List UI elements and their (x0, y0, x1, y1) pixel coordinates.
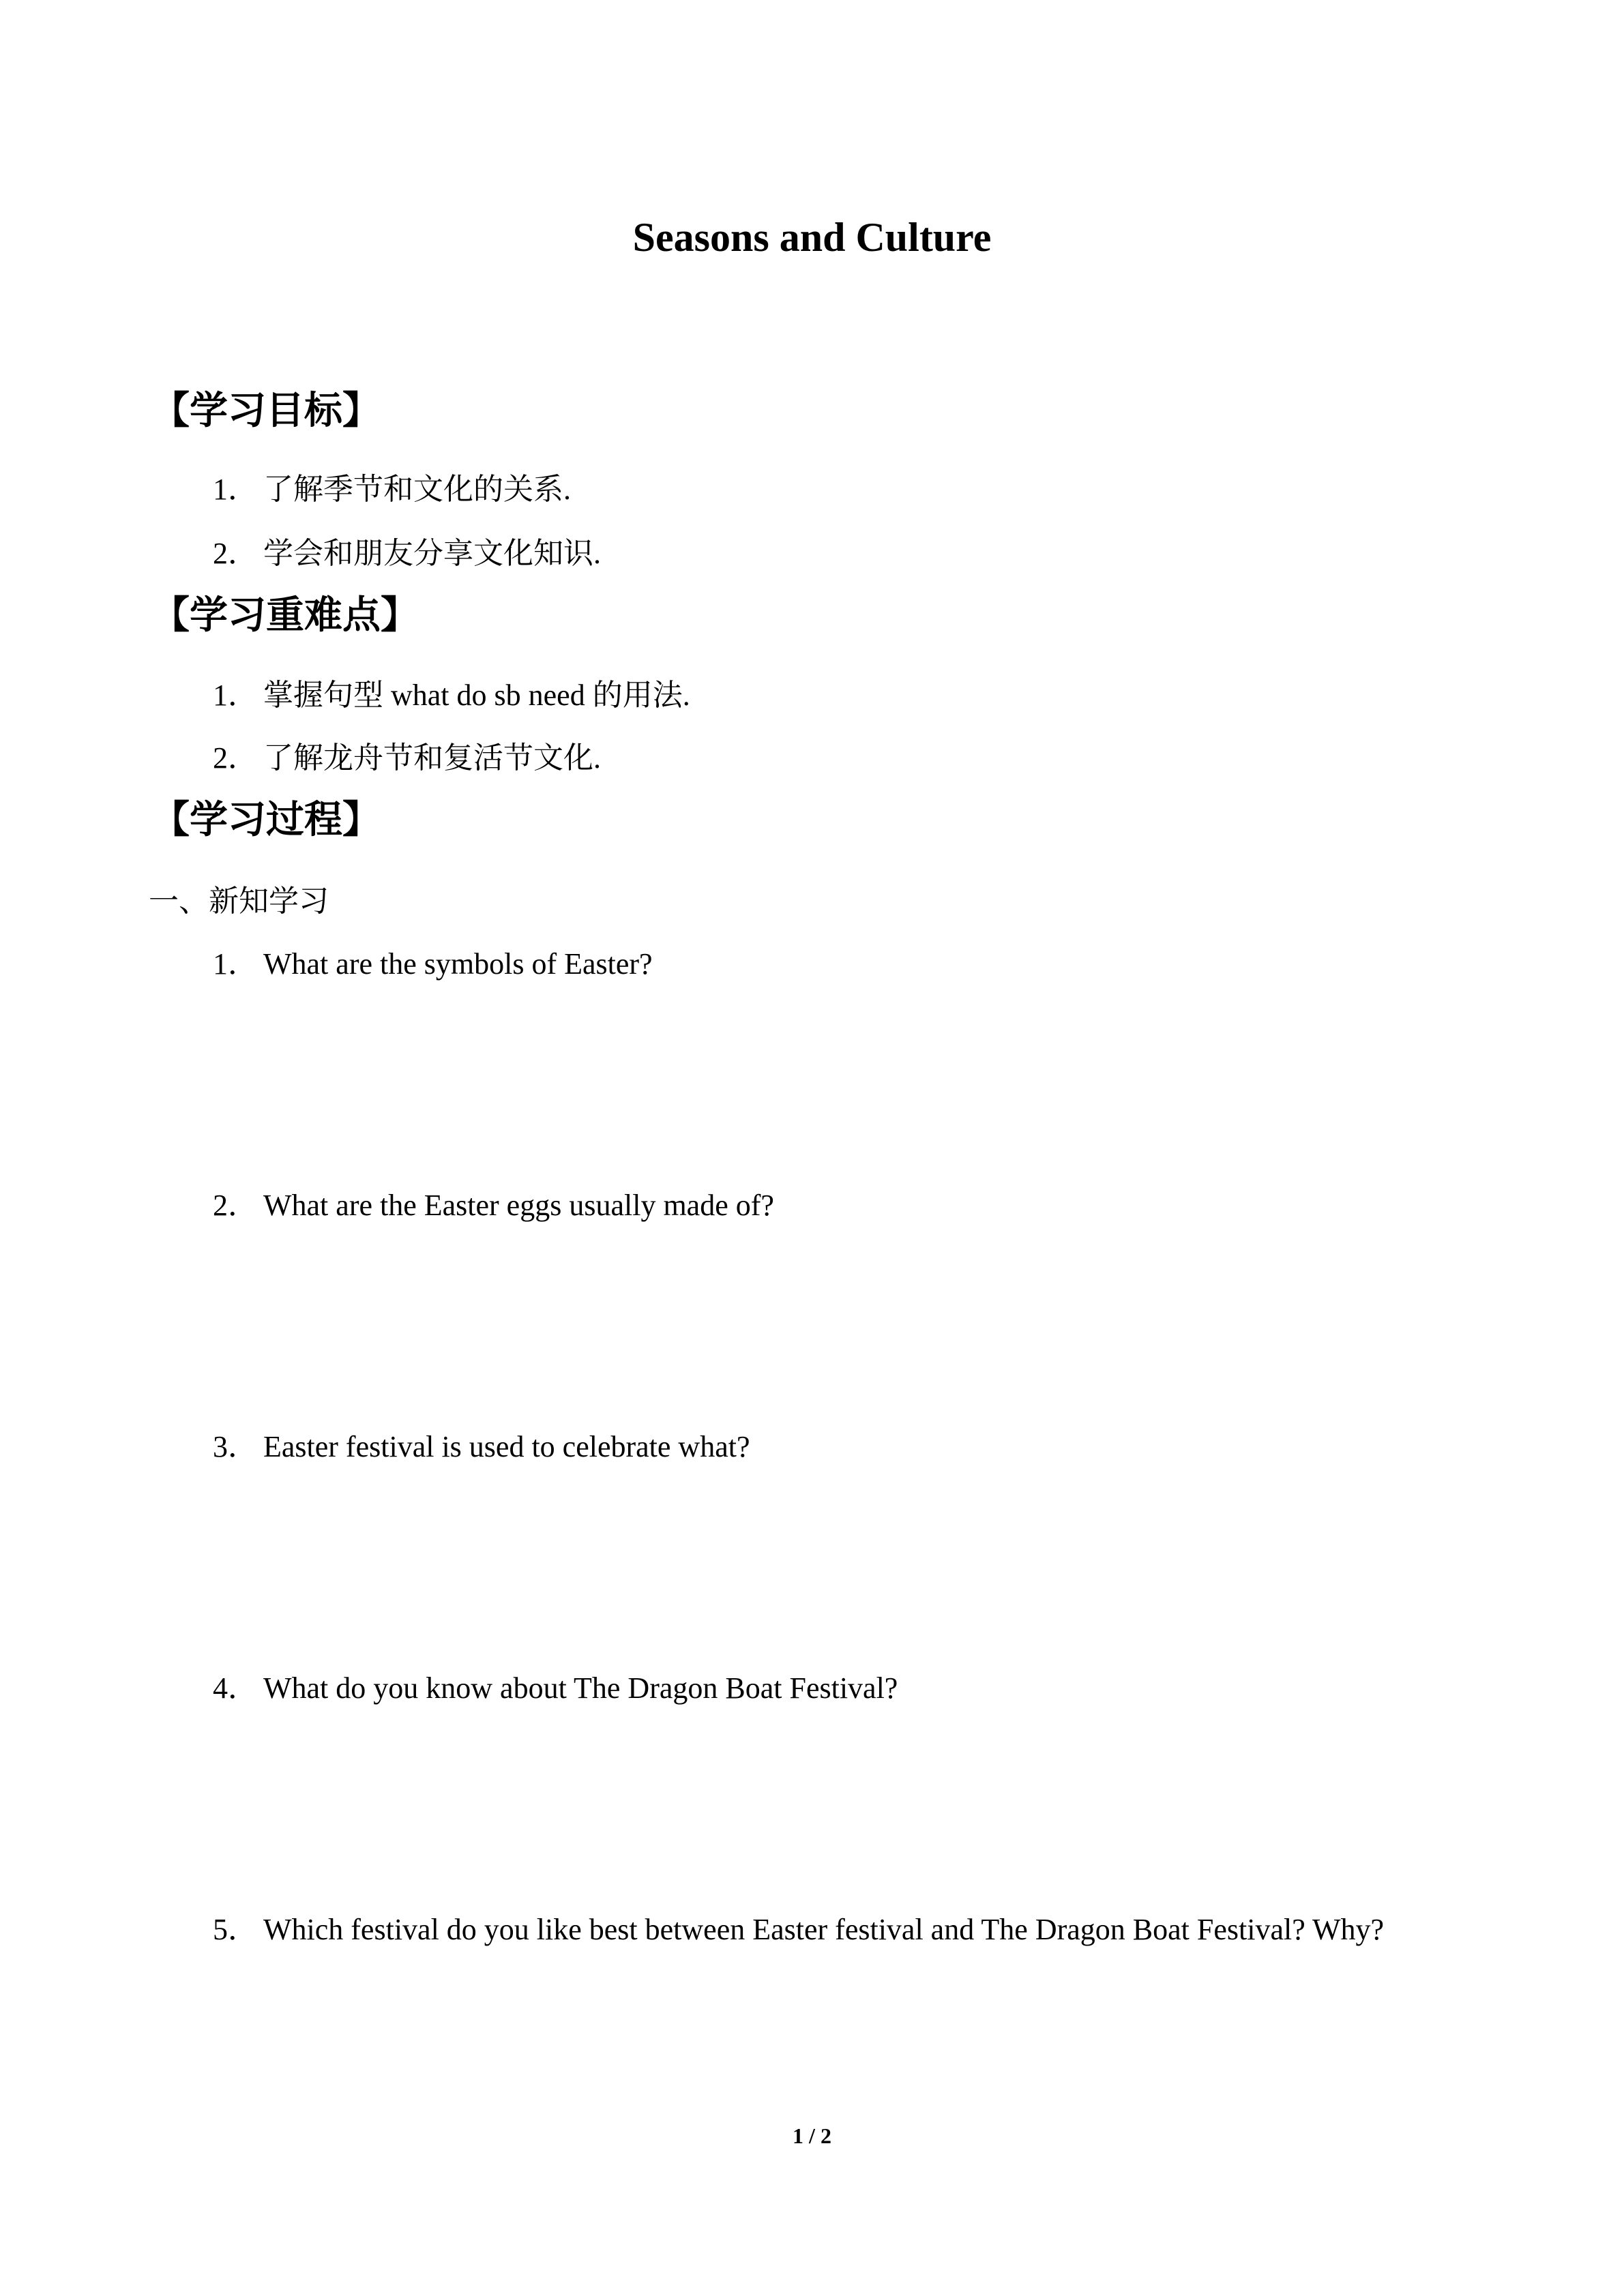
item-text: 学会和朋友分享文化知识. (263, 537, 601, 570)
process-heading: 【学习过程】 (151, 798, 381, 842)
document-title: Seasons and Culture (632, 215, 992, 260)
item-text: 了解龙舟节和复活节文化. (263, 741, 601, 775)
item-number: 1． (213, 679, 258, 712)
item-number: 3． (213, 1430, 258, 1463)
item-number: 5． (213, 1913, 258, 1946)
item-number: 1． (213, 947, 258, 981)
item-number: 4． (213, 1671, 258, 1705)
key-point-item-2 (213, 738, 601, 779)
question-text: Easter festival is used to celebrate what? (263, 1430, 750, 1463)
objective-item-1 (213, 469, 571, 510)
objective-item-2 (213, 533, 601, 574)
item-number: 2． (213, 537, 258, 570)
new-knowledge-subheading: 一、新知学习 (149, 884, 329, 918)
item-number: 1． (213, 473, 258, 506)
item-number: 2． (213, 741, 258, 775)
question-text: What do you know about The Dragon Boat Festival? (263, 1671, 898, 1705)
key-point-item-1 (213, 675, 690, 716)
key-points-heading: 【学习重难点】 (151, 593, 419, 638)
question-text: What are the symbols of Easter? (263, 947, 653, 981)
objectives-heading: 【学习目标】 (151, 389, 381, 433)
question-text: What are the Easter eggs usually made of? (263, 1189, 774, 1222)
page-number: 1 / 2 (793, 2123, 831, 2148)
question-text: Which festival do you like best between Easter festival and The Dragon Boat Festival? Why? (263, 1913, 1384, 1946)
question-5 (213, 1909, 1384, 1950)
question-1 (213, 944, 653, 985)
question-2 (213, 1185, 774, 1226)
item-text: 了解季节和文化的关系. (263, 473, 571, 506)
item-text: 掌握句型 what do sb need 的用法. (263, 679, 690, 712)
question-4 (213, 1668, 898, 1709)
question-3 (213, 1427, 750, 1467)
item-number: 2． (213, 1189, 258, 1222)
